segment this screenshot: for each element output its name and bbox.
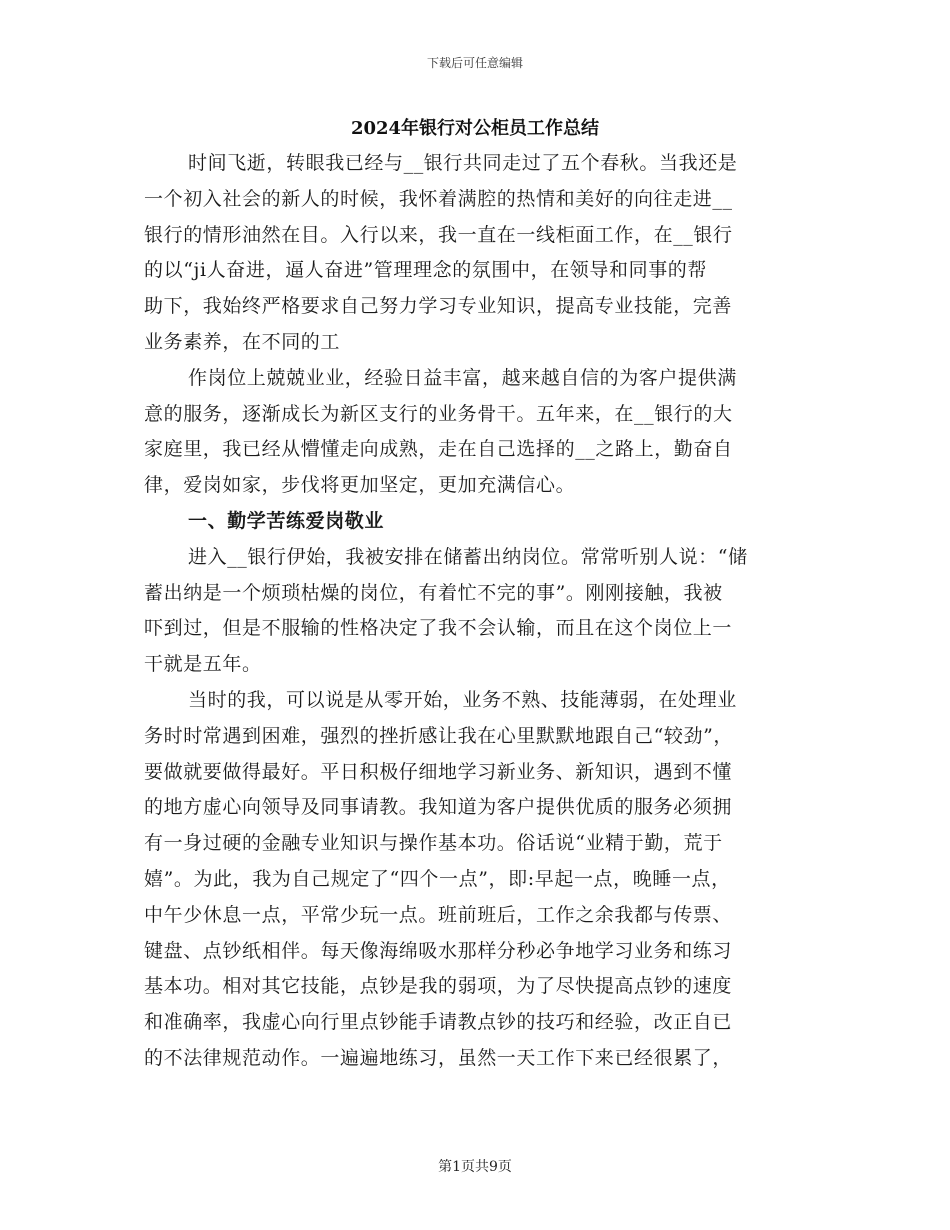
paragraph-line: 当时的我，可以说是从零开始，业务不熟、技能薄弱，在处理业 xyxy=(188,688,737,711)
page-header-note: 下载后可任意编辑 xyxy=(426,56,523,70)
paragraph-line: 和准确率，我虚心向行里点钞能手请教点钞的技巧和经验，改正自已 xyxy=(144,1011,733,1034)
paragraph-line: 吓到过，但是不服输的性格决定了我不会认输，而且在这个岗位上一 xyxy=(144,617,733,640)
page-number-footer: 第1页共9页 xyxy=(438,1159,512,1175)
paragraph-line: 的不法律规范动作。一遍遍地练习，虽然一天工作下来已经很累了， xyxy=(144,1046,733,1069)
paragraph-line: 的地方虚心向领导及同事请教。我知道为客户提供优质的服务必须拥 xyxy=(144,796,733,819)
paragraph-line: 一个初入社会的新人的时候，我怀着满腔的热情和美好的向往走进__ xyxy=(144,187,733,210)
paragraph-line: 键盘、点钞纸相伴。每天像海绵吸水那样分秒必争地学习业务和练习 xyxy=(144,939,733,962)
paragraph-line: 业务素养，在不同的工 xyxy=(144,330,341,353)
paragraph-line: 嬉”。为此，我为自己规定了“四个一点”，即:早起一点，晚睡一点， xyxy=(144,867,731,890)
paragraph-line: 蓄出纳是一个烦琐枯燥的岗位，有着忙不完的事”。刚刚接触，我被 xyxy=(144,581,723,604)
paragraph-line: 务时时常遇到困难，强烈的挫折感让我在心里默默地跟自己“较劲”， xyxy=(144,724,734,747)
paragraph-line: 要做就要做得最好。平日积极仔细地学习新业务、新知识，遇到不懂 xyxy=(144,760,733,783)
document-title: 2024年银行对公柜员工作总结 xyxy=(350,118,600,139)
paragraph-line: 时间飞逝，转眼我已经与__银行共同走过了五个春秋。当我还是 xyxy=(188,152,738,174)
paragraph-line: 助下，我始终严格要求自己努力学习专业知识，提高专业技能，完善 xyxy=(144,295,733,318)
paragraph-line: 中午少休息一点，平常少玩一点。班前班后，工作之余我都与传票、 xyxy=(144,903,733,926)
paragraph-line: 律，爱岗如家，步伐将更加坚定，更加充满信心。 xyxy=(144,474,576,497)
section-heading: 一、勤学苦练爱岗敬业 xyxy=(188,509,385,532)
paragraph-line: 的以“ji人奋进，逼人奋进”管理理念的氛围中，在领导和同事的帮 xyxy=(144,259,707,282)
paragraph-line: 家庭里，我已经从懵懂走向成熟，走在自己选择的__之路上，勤奋自 xyxy=(144,438,733,461)
document-body xyxy=(144,146,812,1077)
paragraph-line: 意的服务，逐渐成长为新区支行的业务骨干。五年来，在__银行的大 xyxy=(144,402,733,425)
paragraph-line: 基本功。相对其它技能，点钞是我的弱项，为了尽快提高点钞的速度 xyxy=(144,975,733,998)
paragraph-line: 有一身过硬的金融专业知识与操作基本功。俗话说“业精于勤，荒于 xyxy=(144,832,723,855)
paragraph-line: 干就是五年。 xyxy=(144,653,262,676)
paragraph-line: 作岗位上兢兢业业，经验日益丰富，越来越自信的为客户提供满 xyxy=(188,366,737,389)
paragraph-line: 银行的情形油然在目。入行以来，我一直在一线柜面工作，在__银行 xyxy=(144,223,733,246)
paragraph-line: 进入__银行伊始，我被安排在储蓄出纳岗位。常常听别人说：“储 xyxy=(188,545,748,568)
